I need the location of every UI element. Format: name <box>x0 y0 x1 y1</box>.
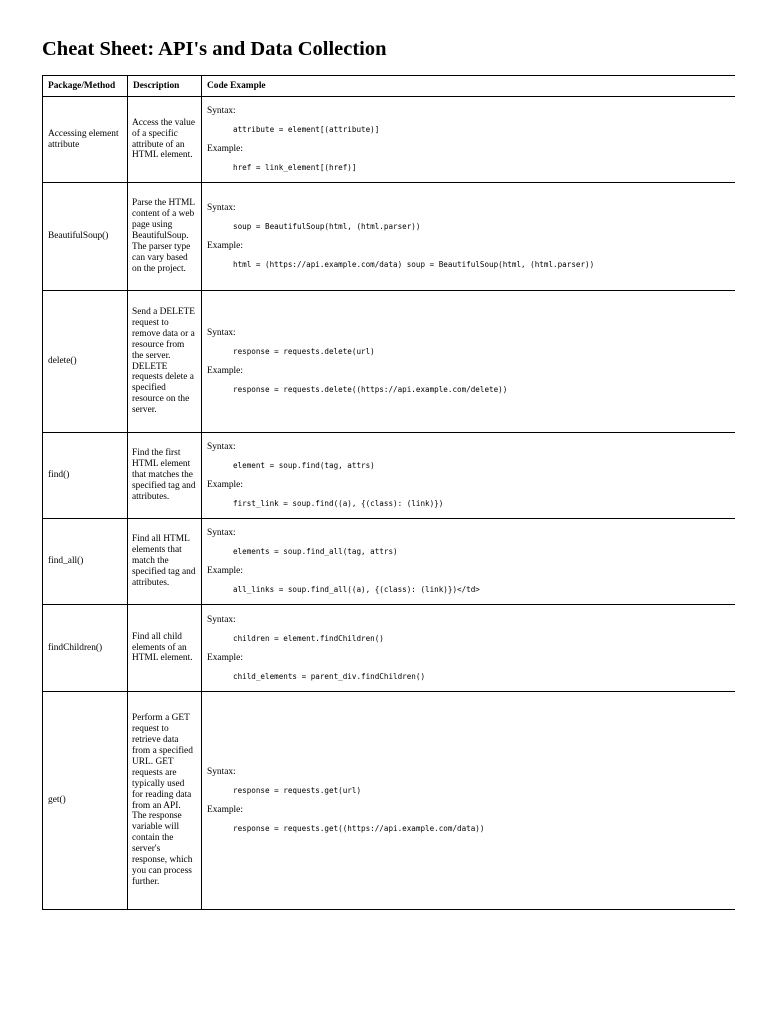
syntax-label: Syntax: <box>207 442 236 452</box>
example-label: Example: <box>207 480 243 490</box>
table-row <box>43 97 735 183</box>
syntax-label: Syntax: <box>207 328 236 338</box>
description-cell: Find the first HTML element that matches the specified tag and attributes. <box>128 433 202 519</box>
example-label: Example: <box>207 805 243 815</box>
description-cell: Find all child elements of an HTML element. <box>128 605 202 692</box>
table-row <box>43 433 735 519</box>
code-example-cell <box>202 97 735 183</box>
header-package-method: Package/Method <box>43 76 128 97</box>
description-cell: Perform a GET request to retrieve data from a specified URL. GET requests are typically used for reading data from an API. The response variable will contain the server's response, which you can process further. <box>128 692 202 910</box>
header-description: Description <box>128 76 202 97</box>
method-cell: find() <box>43 433 128 519</box>
method-cell: delete() <box>43 291 128 433</box>
method-cell: get() <box>43 692 128 910</box>
example-label: Example: <box>207 144 243 154</box>
example-label: Example: <box>207 652 243 663</box>
method-cell: find_all() <box>43 519 128 605</box>
table-row <box>43 692 735 910</box>
code-example-cell <box>202 692 735 910</box>
table-header-row <box>43 76 735 97</box>
example-code: child_elements = parent_div.findChildren() <box>233 671 426 681</box>
syntax-code: soup = BeautifulSoup(html, (html.parser)) <box>233 222 421 231</box>
description-cell: Find all HTML elements that match the specified tag and attributes. <box>128 519 202 605</box>
example-label: Example: <box>207 241 243 251</box>
code-example-cell <box>202 519 735 605</box>
code-example-cell <box>202 291 735 433</box>
syntax-label: Syntax: <box>207 203 236 213</box>
syntax-code: response = requests.delete(url) <box>233 347 375 356</box>
description-cell: Access the value of a specific attribute of an HTML element. <box>128 97 202 183</box>
syntax-code: response = requests.get(url) <box>233 786 362 795</box>
syntax-label: Syntax: <box>207 614 236 625</box>
syntax-code: attribute = element[(attribute)] <box>233 125 380 134</box>
header-code-example: Code Example <box>202 76 735 97</box>
example-label: Example: <box>207 366 243 376</box>
code-example-cell <box>202 433 735 519</box>
method-cell: BeautifulSoup() <box>43 183 128 291</box>
method-cell: findChildren() <box>43 605 128 692</box>
example-code: response = requests.get((https://api.example.com/data)) <box>233 824 485 833</box>
syntax-code: elements = soup.find_all(tag, attrs) <box>233 547 398 556</box>
example-code: first_link = soup.find((a), {(class): (link)}) <box>233 499 444 508</box>
cheat-sheet-table <box>42 75 735 910</box>
table-row <box>43 183 735 291</box>
syntax-code: children = element.findChildren() <box>233 633 384 643</box>
table-row <box>43 519 735 605</box>
example-code: all_links = soup.find_all((a), {(class): (link)})</td> <box>233 585 480 594</box>
example-code: href = link_element[(href)] <box>233 163 357 172</box>
syntax-label: Syntax: <box>207 528 236 538</box>
code-example-cell <box>202 183 735 291</box>
method-cell: Accessing element attribute <box>43 97 128 183</box>
example-code: html = (https://api.example.com/data) soup = BeautifulSoup(html, (html.parser)) <box>233 260 595 269</box>
example-code: response = requests.delete((https://api.example.com/delete)) <box>233 385 508 394</box>
table-row <box>43 291 735 433</box>
page-title: Cheat Sheet: API's and Data Collection <box>42 38 387 60</box>
syntax-code: element = soup.find(tag, attrs) <box>233 461 375 470</box>
example-label: Example: <box>207 566 243 576</box>
table-row <box>43 605 735 692</box>
description-cell: Send a DELETE request to remove data or a resource from the server. DELETE requests delete a specified resource on the server. <box>128 291 202 433</box>
code-example-cell <box>202 605 735 692</box>
syntax-label: Syntax: <box>207 106 236 116</box>
syntax-label: Syntax: <box>207 767 236 777</box>
description-cell: Parse the HTML content of a web page using BeautifulSoup. The parser type can vary based on the project. <box>128 183 202 291</box>
